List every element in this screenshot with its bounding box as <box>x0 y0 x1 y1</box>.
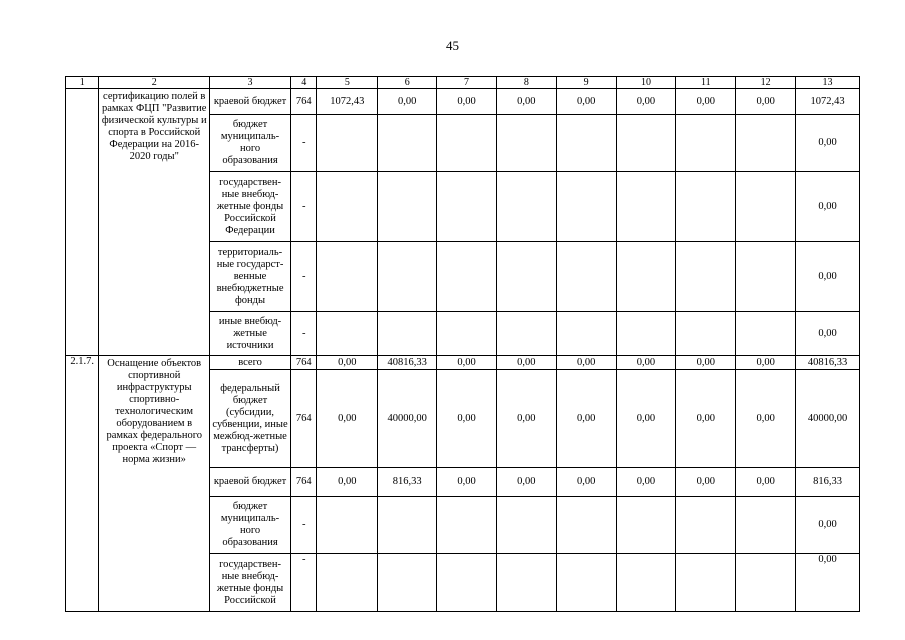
amount-cell: 0,00 <box>437 89 497 115</box>
amount-cell <box>496 312 556 356</box>
code-cell: - <box>291 554 317 612</box>
funding-source: государствен-ные внебюд-жетные фонды Российской Федерации <box>209 172 290 242</box>
funding-source: бюджет муниципаль-ного образования <box>209 497 290 554</box>
header-row <box>66 77 860 89</box>
item-description: Оснащение объектов спортивной инфраструктуры спортивно-технологическим оборудованием в рамках федерального проекта «Спорт — норма жизни» <box>99 356 210 612</box>
code-cell: 764 <box>291 356 317 370</box>
funding-source: бюджет муниципаль-ного образования <box>209 115 290 172</box>
code-cell: - <box>291 497 317 554</box>
header-cell: 8 <box>496 77 556 89</box>
funding-source: федеральный бюджет (субсидии, субвенции, иные межбюд-жетные трансферты) <box>209 370 290 468</box>
amount-cell: 0,00 <box>736 89 796 115</box>
header-cell: 4 <box>291 77 317 89</box>
amount-cell <box>676 554 736 612</box>
amount-cell <box>437 554 497 612</box>
header-cell: 9 <box>556 77 616 89</box>
item-description: сертификацию полей в рамках ФЦП "Развитие физической культуры и спорта в Российской Федерации на 2016-2020 годы" <box>99 89 210 356</box>
amount-cell <box>616 172 676 242</box>
amount-cell <box>736 242 796 312</box>
header-cell: 5 <box>317 77 378 89</box>
amount-cell <box>736 115 796 172</box>
amount-cell <box>616 115 676 172</box>
amount-cell: 0,00 <box>796 497 860 554</box>
funding-source: краевой бюджет <box>209 89 290 115</box>
header-cell: 10 <box>616 77 676 89</box>
amount-cell <box>676 497 736 554</box>
amount-cell: 0,00 <box>616 370 676 468</box>
amount-cell <box>556 172 616 242</box>
header-cell: 7 <box>437 77 497 89</box>
header-cell: 2 <box>99 77 210 89</box>
amount-cell: 0,00 <box>616 356 676 370</box>
amount-cell: 40000,00 <box>796 370 860 468</box>
funding-source: иные внебюд-жетные источники <box>209 312 290 356</box>
amount-cell: 816,33 <box>378 468 437 497</box>
amount-cell <box>556 497 616 554</box>
amount-cell <box>317 312 378 356</box>
amount-cell <box>676 172 736 242</box>
amount-cell <box>378 242 437 312</box>
header-cell: 3 <box>209 77 290 89</box>
amount-cell: 0,00 <box>736 468 796 497</box>
amount-cell: 0,00 <box>556 370 616 468</box>
amount-cell: 0,00 <box>496 370 556 468</box>
item-number <box>66 89 99 356</box>
code-cell: 764 <box>291 370 317 468</box>
amount-cell <box>616 312 676 356</box>
amount-cell <box>378 497 437 554</box>
amount-cell: 0,00 <box>437 356 497 370</box>
amount-cell: 0,00 <box>676 370 736 468</box>
amount-cell: 0,00 <box>496 89 556 115</box>
table-row <box>66 89 860 115</box>
header-cell: 12 <box>736 77 796 89</box>
amount-cell: 0,00 <box>676 89 736 115</box>
amount-cell: 0,00 <box>736 356 796 370</box>
amount-cell <box>437 497 497 554</box>
amount-cell: 0,00 <box>496 356 556 370</box>
amount-cell <box>556 115 616 172</box>
amount-cell: 0,00 <box>556 89 616 115</box>
amount-cell: 0,00 <box>317 370 378 468</box>
amount-cell <box>437 115 497 172</box>
amount-cell <box>616 242 676 312</box>
page-number: 45 <box>446 38 459 53</box>
amount-cell: 0,00 <box>437 370 497 468</box>
header-cell: 11 <box>676 77 736 89</box>
amount-cell: 0,00 <box>796 242 860 312</box>
amount-cell: 0,00 <box>616 468 676 497</box>
amount-cell <box>378 312 437 356</box>
amount-cell <box>676 115 736 172</box>
amount-cell <box>496 554 556 612</box>
amount-cell: 0,00 <box>496 468 556 497</box>
amount-cell <box>317 242 378 312</box>
code-cell: - <box>291 172 317 242</box>
amount-cell <box>556 554 616 612</box>
amount-cell: 0,00 <box>378 89 437 115</box>
funding-source: государствен-ные внебюд-жетные фонды Российской <box>209 554 290 612</box>
amount-cell <box>496 115 556 172</box>
header-cell: 6 <box>378 77 437 89</box>
item-number: 2.1.7. <box>66 356 99 612</box>
amount-cell <box>556 242 616 312</box>
amount-cell: 0,00 <box>676 468 736 497</box>
amount-cell: 0,00 <box>796 312 860 356</box>
amount-cell: 0,00 <box>796 115 860 172</box>
amount-cell <box>736 312 796 356</box>
amount-cell: 40000,00 <box>378 370 437 468</box>
amount-cell <box>496 497 556 554</box>
funding-source: территориаль-ные государст-венные внебюджетные фонды <box>209 242 290 312</box>
amount-cell <box>616 554 676 612</box>
amount-cell <box>317 115 378 172</box>
amount-cell <box>736 497 796 554</box>
code-cell: 764 <box>291 89 317 115</box>
header-cell: 1 <box>66 77 99 89</box>
amount-cell <box>378 172 437 242</box>
amount-cell <box>736 554 796 612</box>
amount-cell <box>616 497 676 554</box>
amount-cell: 0,00 <box>317 356 378 370</box>
amount-cell <box>676 312 736 356</box>
amount-cell <box>496 172 556 242</box>
funding-source: краевой бюджет <box>209 468 290 497</box>
amount-cell: 0,00 <box>556 468 616 497</box>
amount-cell <box>736 172 796 242</box>
budget-table <box>65 76 860 612</box>
amount-cell <box>437 242 497 312</box>
amount-cell: 0,00 <box>676 356 736 370</box>
header-cell: 13 <box>796 77 860 89</box>
amount-cell <box>317 497 378 554</box>
amount-cell: 0,00 <box>556 356 616 370</box>
amount-cell <box>378 115 437 172</box>
code-cell: - <box>291 242 317 312</box>
amount-cell <box>556 312 616 356</box>
amount-cell: 1072,43 <box>796 89 860 115</box>
amount-cell <box>317 554 378 612</box>
amount-cell: 0,00 <box>796 172 860 242</box>
code-cell: - <box>291 312 317 356</box>
amount-cell: 0,00 <box>437 468 497 497</box>
amount-cell: 1072,43 <box>317 89 378 115</box>
amount-cell: 816,33 <box>796 468 860 497</box>
code-cell: - <box>291 115 317 172</box>
funding-source: всего <box>209 356 290 370</box>
amount-cell: 40816,33 <box>796 356 860 370</box>
amount-cell <box>437 172 497 242</box>
table-row <box>66 356 860 370</box>
amount-cell: 40816,33 <box>378 356 437 370</box>
amount-cell: 0,00 <box>736 370 796 468</box>
amount-cell <box>378 554 437 612</box>
amount-cell: 0,00 <box>317 468 378 497</box>
amount-cell: 0,00 <box>796 554 860 612</box>
amount-cell <box>437 312 497 356</box>
code-cell: 764 <box>291 468 317 497</box>
amount-cell <box>496 242 556 312</box>
amount-cell: 0,00 <box>616 89 676 115</box>
amount-cell <box>676 242 736 312</box>
amount-cell <box>317 172 378 242</box>
